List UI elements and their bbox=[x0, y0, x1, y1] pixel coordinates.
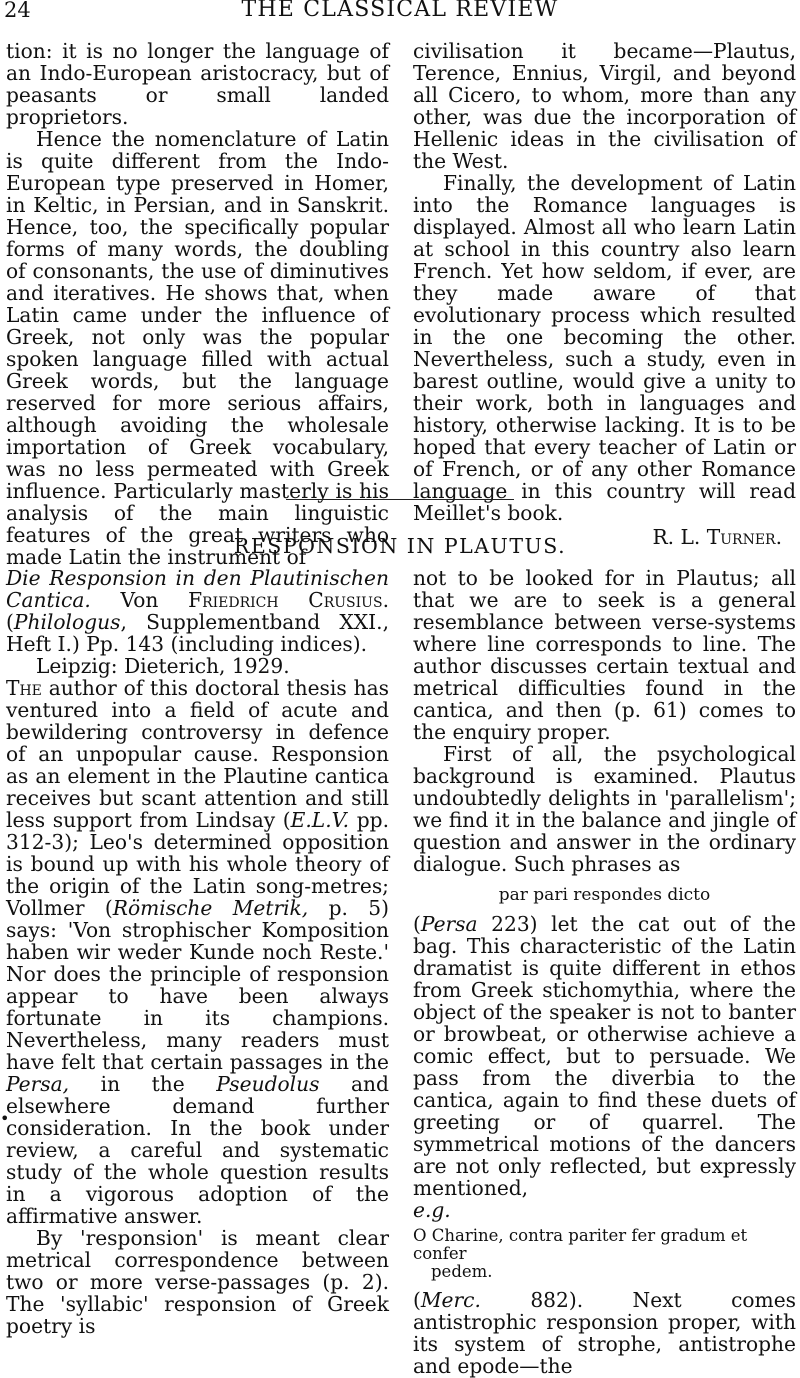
review1-right-column bbox=[413, 40, 796, 548]
review1-left-column bbox=[6, 40, 389, 568]
section-divider bbox=[286, 499, 514, 500]
paragraph: Hence the nomenclature of Latin is quite different from the Indo-European type preserved in Homer, in Keltic, in Persian, and in Sanskrit. Hence, too, the specifically popular forms of many words, the doubling of consonants, the use of diminutives and iteratives. He shows that, when Latin came under the influence of Greek, not only was the popular spoken language filled with actual Greek words, but the language reserved for more serious affairs, although avoiding the wholesale importation of Greek vocabulary, was no less permeated with Greek influence. Particularly masterly is his analysis of the main linguistic features of the great writers who made Latin the instrument of bbox=[6, 127, 389, 569]
paragraph: (Merc. 882). Next comes antistrophic responsion proper, with its system of strophe, antistrophe and epode—the bbox=[413, 1288, 796, 1378]
reviewer-signature: R. L. Turner. bbox=[652, 525, 782, 549]
paragraph: First of all, the psychological background is examined. Plautus undoubtedly delights in 'parallelism'; we find it in the balance and jingle of question and answer in the ordinary dialogue. Such phrases as bbox=[413, 742, 796, 876]
paragraph: (Persa 223) let the cat out of the bag. This characteristic of the Latin dramatist is quite different in ethos from Greek stichomythia, where the object of the speaker is not to banter or browbeat, or otherwise achieve a comic effect, but to persuade. We pass from the diverbia to the cantica, again to find these duets of greeting or of quarrel. The symmetrical motions of the dancers are not only reflected, but expressly mentioned, e.g. bbox=[413, 912, 796, 1222]
publisher: Leipzig: Dieterich, 1929. bbox=[36, 654, 290, 678]
latin-quote: par pari respondes dicto bbox=[498, 885, 711, 905]
paragraph: tion: it is no longer the language of an Indo-European aristocracy, but of peasants or small landed proprietors. bbox=[6, 39, 389, 129]
book-author: Friedrich Crusius. bbox=[188, 588, 389, 612]
review2-right-column bbox=[413, 567, 796, 1377]
paragraph: The author of this doctoral thesis has ventured into a field of acute and bewildering controversy in defence of an unpopular cause. Responsion as an element in the Plautine cantica receives but scant attention and still less support from Lindsay (E.L.V. pp. 312-3); Leo's determined opposition is bound up with his whole theory of the origin of the Latin song-metres; Vollmer (Römische Metrik, p. 5) says: 'Von strophischer Komposition haben wir weder Kunde noch Reste.' Nor does the principle of responsion appear to have been always fortunate in its champions. Nevertheless, many readers must have felt that certain passages in the Persa, in the Pseudolus and elsewhere demand further consideration. In the book under review, a careful and systematic study of the whole question results in a vigorous adoption of the affirmative answer. bbox=[6, 676, 390, 1228]
journal-name: Philologus bbox=[13, 610, 121, 634]
page-number: 24 bbox=[4, 0, 31, 22]
paragraph: Finally, the development of Latin into the Romance languages is displayed. Almost all who learn Latin at school in this country also learn French. Yet how seldom, if ever, are they made aware of that evolutionary process which resulted in the one becoming the other. Nevertheless, such a study, even in barest outline, would give a unity to their work, both in languages and history, otherwise lacking. It is to be hoped that every teacher of Latin or of French, or of any other Romance language in this country will read Meillet's book. bbox=[413, 171, 796, 525]
page-header bbox=[0, 0, 800, 30]
paragraph: civilisation it became—Plautus, Terence, Ennius, Virgil, and beyond all Cicero, to whom, more than any other, was due the incorporation of Hellenic ideas in the civilisation of the West. bbox=[413, 39, 796, 173]
book-title: Die Responsion in den Plautinischen Cantica. bbox=[6, 566, 389, 612]
paragraph: By 'responsion' is meant clear metrical correspondence between two or more verse-passages (p. 2). The 'syllabic' responsion of Greek poetry is bbox=[6, 1226, 389, 1338]
review2-left-column bbox=[6, 567, 389, 1337]
latin-quote-block: O Charine, contra pariter fer gradum et confer pedem. bbox=[413, 1226, 748, 1281]
section-title: RESPONSION IN PLAUTUS. bbox=[233, 534, 567, 558]
paragraph: not to be looked for in Plautus; all that we are to seek is a general resemblance between verse-systems where line corresponds to line. The author discusses certain textual and metrical difficulties found in the cantica, and then (p. 61) comes to the enquiry proper. bbox=[413, 566, 796, 744]
running-title: THE CLASSICAL REVIEW bbox=[241, 0, 559, 22]
book-citation: Die Responsion in den Plautinischen Cantica. Von Friedrich Crusius. (Philologus, Supplementband XXI., Heft I.) Pp. 143 (including indices). Leipzig: Dieterich, 1929. bbox=[6, 566, 389, 678]
margin-mark: • bbox=[0, 1109, 10, 1128]
